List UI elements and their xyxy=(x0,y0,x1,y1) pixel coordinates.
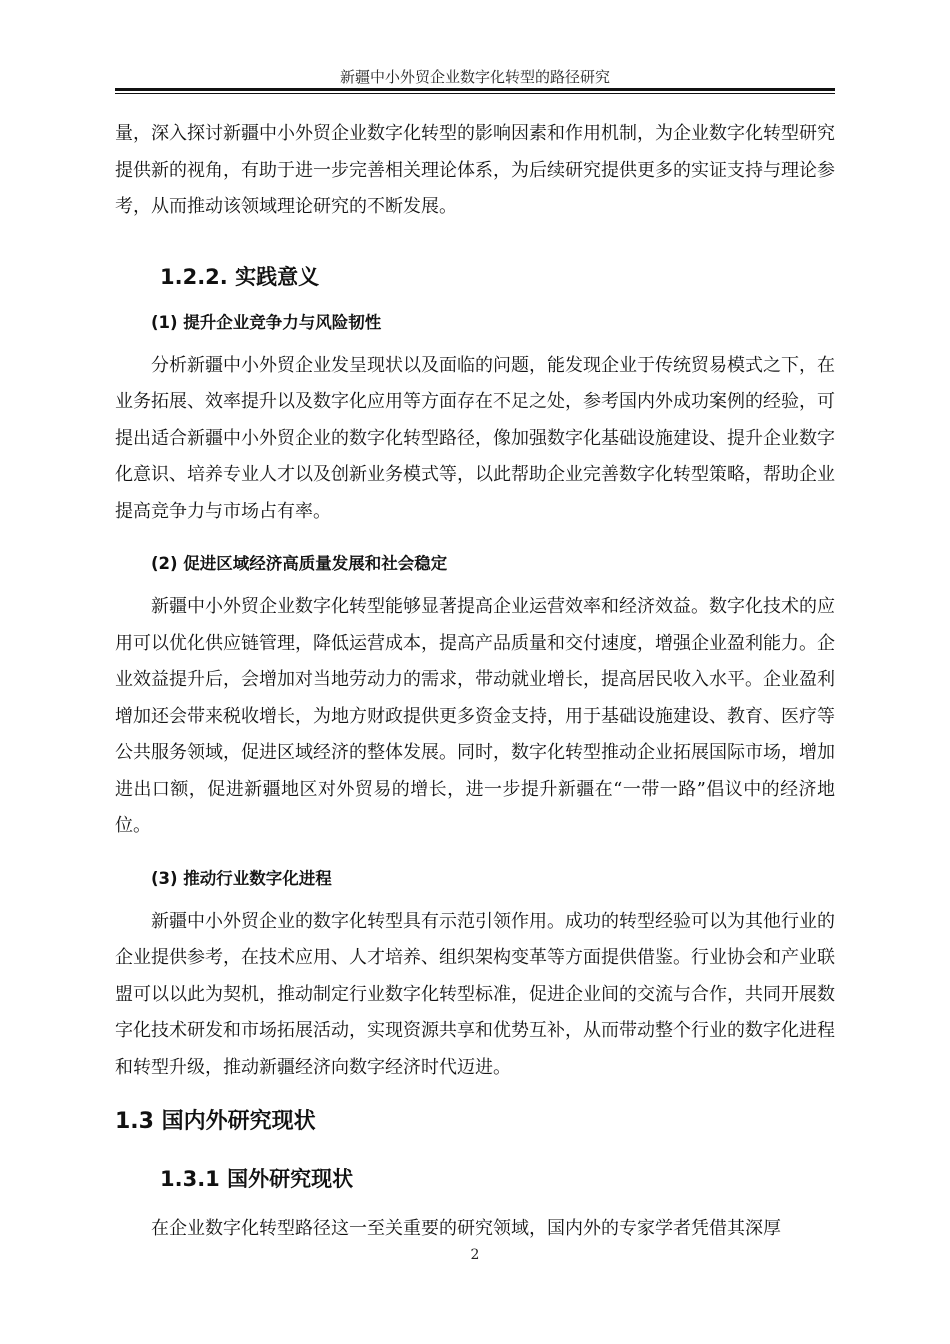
subsection-title-3: (3) 推动行业数字化进程 xyxy=(151,868,332,888)
section-heading-1-2-2: 1.2.2. 实践意义 xyxy=(160,264,320,289)
page-content xyxy=(115,116,835,1248)
subsection-title-2: (2) 促进区域经济高质量发展和社会稳定 xyxy=(151,554,448,573)
subsection-paragraph-1: 分析新疆中小外贸企业发呈现状以及面临的问题，能发现企业于传统贸易模式之下，在业务拓展、效率提升以及数字化应用等方面存在不足之处，参考国内外成功案例的经验，可提出适合新疆中小外贸企业的数字化转型路径，像加强数字化基础设施建设、提升企业数字化意识、培养专业人才以及创新业务模式等，以此帮助企业完善数字化转型策略，帮助企业提高竞争力与市场占有率。 xyxy=(115,354,835,522)
foreign-research-paragraph: 在企业数字化转型路径这一至关重要的研究领域，国内外的专家学者凭借其深厚 xyxy=(151,1218,781,1239)
section-heading-1-3: 1.3 国内外研究现状 xyxy=(115,1109,316,1134)
header-rule-thick xyxy=(115,88,835,91)
subsection-paragraph-2: 新疆中小外贸企业数字化转型能够显著提高企业运营效率和经济效益。数字化技术的应用可以优化供应链管理，降低运营成本，提高产品质量和交付速度，增强企业盈利能力。企业效益提升后，会增加对当地劳动力的需求，带动就业增长，提高居民收入水平。企业盈利增加还会带来税收增长，为地方财政提供更多资金支持，用于基础设施建设、教育、医疗等公共服务领域，促进区域经济的整体发展。同时，数字化转型推动企业拓展国际市场，增加进出口额，促进新疆地区对外贸易的增长，进一步提升新疆在“一带一路”倡议中的经济地位。 xyxy=(115,596,835,836)
header-rule-thin xyxy=(115,93,835,94)
page-number: 2 xyxy=(470,1247,480,1263)
running-header-title: 新疆中小外贸企业数字化转型的路径研究 xyxy=(339,68,610,86)
subsection-title-1: (1) 提升企业竞争力与风险韧性 xyxy=(151,312,382,332)
intro-paragraph: 量，深入探讨新疆中小外贸企业数字化转型的影响因素和作用机制，为企业数字化转型研究提供新的视角，有助于进一步完善相关理论体系，为后续研究提供更多的实证支持与理论参考，从而推动该领域理论研究的不断发展。 xyxy=(115,123,835,217)
section-heading-1-3-1: 1.3.1 国外研究现状 xyxy=(160,1167,354,1191)
subsection-paragraph-3: 新疆中小外贸企业的数字化转型具有示范引领作用。成功的转型经验可以为其他行业的企业提供参考，在技术应用、人才培养、组织架构变革等方面提供借鉴。行业协会和产业联盟可以以此为契机，推动制定行业数字化转型标准，促进企业间的交流与合作，共同开展数字化技术研发和市场拓展活动，实现资源共享和优势互补，从而带动整个行业的数字化进程和转型升级，推动新疆经济向数字经济时代迈进。 xyxy=(115,910,835,1078)
